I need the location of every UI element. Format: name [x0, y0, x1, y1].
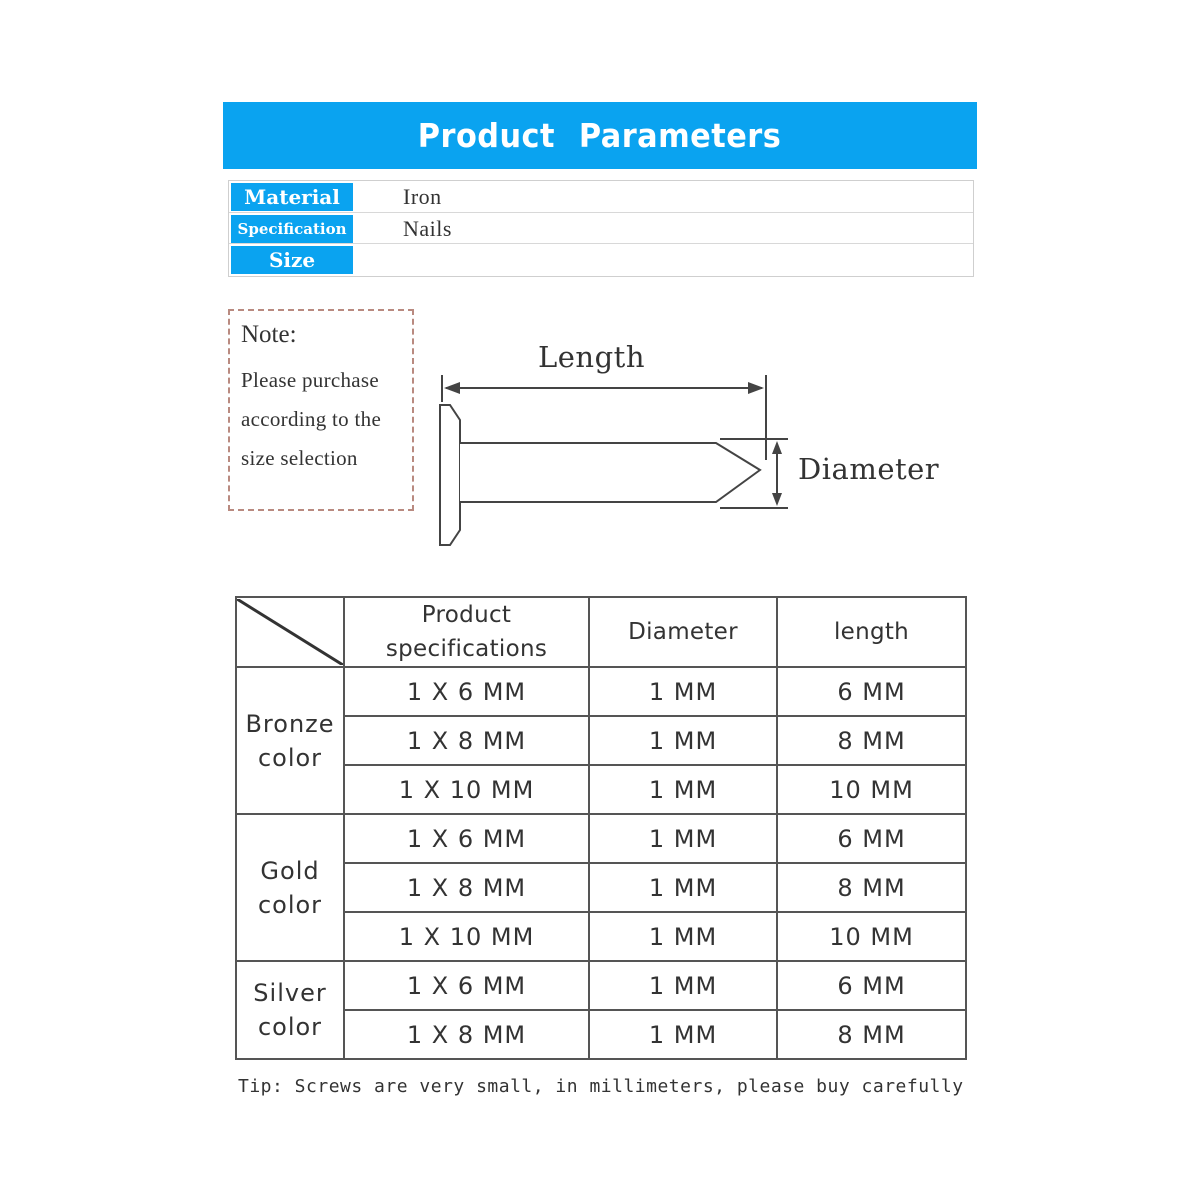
diameter-label: Diameter — [798, 452, 940, 486]
cell-length: 6 MM — [777, 667, 966, 716]
cell-spec: 1 X 8 MM — [344, 1010, 589, 1059]
specification-table — [235, 596, 967, 1060]
cell-length: 8 MM — [777, 863, 966, 912]
param-label-material: Material — [231, 183, 353, 211]
param-row-material — [229, 181, 973, 211]
group-name: Silver — [253, 979, 327, 1007]
header-spec-line1: Product — [421, 602, 512, 628]
cell-spec: 1 X 8 MM — [344, 716, 589, 765]
group-name: Bronze — [245, 709, 335, 738]
cell-spec: 1 X 6 MM — [344, 961, 589, 1010]
param-label-specification: Specification — [231, 215, 353, 243]
cell-length: 10 MM — [777, 912, 966, 961]
group-silver — [236, 961, 344, 1059]
param-row-specification — [229, 212, 973, 243]
parameters-table — [228, 180, 974, 277]
nail-diagram — [430, 330, 960, 555]
param-value-specification: Nails — [403, 216, 452, 241]
table-row — [236, 863, 966, 912]
note-title: Note: — [241, 321, 297, 348]
cell-spec: 1 X 6 MM — [344, 814, 589, 863]
param-row-size — [229, 243, 973, 274]
table-row — [236, 961, 966, 1010]
cell-length: 6 MM — [777, 961, 966, 1010]
cell-diameter: 1 MM — [589, 667, 777, 716]
table-header-row — [236, 597, 966, 667]
table-row — [236, 814, 966, 863]
header-length: length — [777, 597, 966, 667]
note-line: according to the — [241, 407, 382, 431]
cell-spec: 1 X 6 MM — [344, 667, 589, 716]
corner-cell — [236, 597, 344, 667]
length-arrow-left — [444, 382, 460, 394]
nail-head — [440, 405, 460, 545]
group-name: color — [257, 890, 323, 919]
group-gold — [236, 814, 344, 961]
note-box — [228, 309, 414, 511]
cell-length: 6 MM — [777, 814, 966, 863]
tip-text: Tip: Screws are very small, in millimeters, please buy carefully — [238, 1076, 964, 1097]
table-row — [236, 765, 966, 814]
cell-diameter: 1 MM — [589, 1010, 777, 1059]
cell-diameter: 1 MM — [589, 716, 777, 765]
cell-spec: 1 X 10 MM — [344, 912, 589, 961]
diameter-arrow-bottom — [772, 493, 782, 506]
header-product-specifications — [344, 597, 589, 667]
note-line: Please purchase — [241, 368, 380, 392]
cell-diameter: 1 MM — [589, 765, 777, 814]
note-line: size selection — [241, 446, 358, 470]
cell-spec: 1 X 8 MM — [344, 863, 589, 912]
cell-diameter: 1 MM — [589, 961, 777, 1010]
diameter-arrow-top — [772, 441, 782, 454]
group-name: color — [257, 743, 323, 772]
title-banner — [223, 102, 977, 169]
cell-length: 8 MM — [777, 716, 966, 765]
cell-diameter: 1 MM — [589, 912, 777, 961]
cell-spec: 1 X 10 MM — [344, 765, 589, 814]
table-row — [236, 667, 966, 716]
group-name: color — [257, 1013, 323, 1041]
group-name: Gold — [260, 856, 320, 885]
banner-title: Product Parameters — [418, 116, 782, 155]
table-row — [236, 716, 966, 765]
cell-length: 10 MM — [777, 765, 966, 814]
table-row — [236, 1010, 966, 1059]
group-bronze — [236, 667, 344, 814]
param-value-material: Iron — [403, 184, 442, 209]
param-label-size: Size — [231, 246, 353, 274]
header-spec-line2: specifications — [385, 636, 548, 662]
table-row — [236, 912, 966, 961]
cell-diameter: 1 MM — [589, 814, 777, 863]
cell-diameter: 1 MM — [589, 863, 777, 912]
cell-length: 8 MM — [777, 1010, 966, 1059]
nail-shank — [460, 443, 760, 502]
length-arrow-right — [748, 382, 764, 394]
header-diameter: Diameter — [589, 597, 777, 667]
length-label: Length — [538, 340, 645, 374]
nail-drawing — [430, 330, 960, 555]
corner-diagonal — [237, 599, 343, 665]
